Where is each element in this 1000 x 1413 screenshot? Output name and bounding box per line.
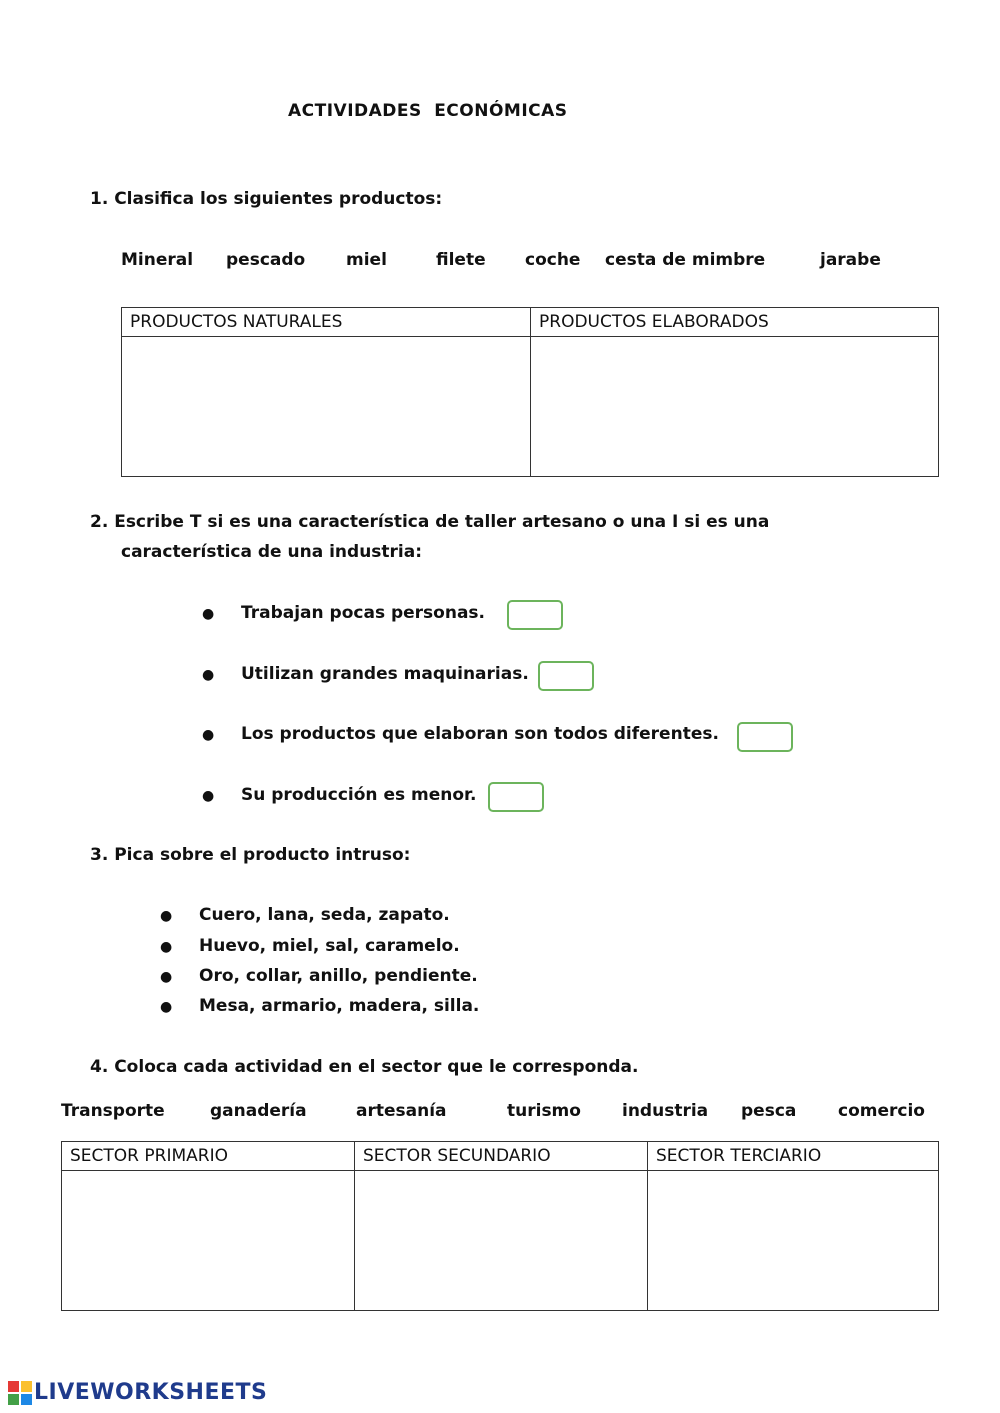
- statement-text: Los productos que elaboran son todos diferentes.: [241, 724, 719, 744]
- question-3-prompt: 3. Pica sobre el producto intruso:: [90, 845, 411, 865]
- drop-zone-naturales[interactable]: [122, 337, 531, 477]
- liveworksheets-logo-icon: [8, 1381, 32, 1405]
- drop-zone-primario[interactable]: [62, 1171, 355, 1311]
- intruder-option[interactable]: Huevo, miel, sal, caramelo.: [199, 936, 460, 956]
- table-header: PRODUCTOS ELABORADOS: [531, 308, 939, 337]
- drop-zone-elaborados[interactable]: [531, 337, 939, 477]
- word-bank-item[interactable]: filete: [436, 250, 486, 270]
- bullet-icon: ●: [160, 969, 173, 985]
- drop-zone-terciario[interactable]: [648, 1171, 939, 1311]
- intruder-option[interactable]: Cuero, lana, seda, zapato.: [199, 905, 450, 925]
- question-2-prompt-line-2: característica de una industria:: [121, 542, 423, 562]
- word-bank-item[interactable]: pescado: [226, 250, 306, 270]
- word-bank-item[interactable]: pesca: [741, 1101, 797, 1121]
- intruder-option[interactable]: Mesa, armario, madera, silla.: [199, 996, 480, 1016]
- word-bank-item[interactable]: Transporte: [61, 1101, 165, 1121]
- bullet-icon: ●: [202, 788, 215, 804]
- word-bank-item[interactable]: cesta de mimbre: [605, 250, 766, 270]
- liveworksheets-logo: [8, 1380, 267, 1405]
- answer-input[interactable]: [488, 782, 544, 812]
- word-bank-item[interactable]: coche: [525, 250, 581, 270]
- table-header: SECTOR SECUNDARIO: [355, 1142, 648, 1171]
- sectors-table: [61, 1141, 939, 1311]
- word-bank-item[interactable]: industria: [622, 1101, 709, 1121]
- statement-text: Utilizan grandes maquinarias.: [241, 664, 529, 684]
- page-title: ACTIVIDADES ECONÓMICAS: [288, 101, 568, 121]
- bullet-icon: ●: [202, 727, 215, 743]
- bullet-icon: ●: [202, 606, 215, 622]
- table-header: SECTOR PRIMARIO: [62, 1142, 355, 1171]
- bullet-icon: ●: [160, 939, 173, 955]
- word-bank-item[interactable]: jarabe: [820, 250, 881, 270]
- drop-zone-secundario[interactable]: [355, 1171, 648, 1311]
- word-bank-item[interactable]: turismo: [507, 1101, 581, 1121]
- question-1-prompt: 1. Clasifica los siguientes productos:: [90, 189, 443, 209]
- statement-text: Su producción es menor.: [241, 785, 477, 805]
- bullet-icon: ●: [160, 908, 173, 924]
- intruder-option[interactable]: Oro, collar, anillo, pendiente.: [199, 966, 478, 986]
- answer-input[interactable]: [507, 600, 563, 630]
- answer-input[interactable]: [538, 661, 594, 691]
- word-bank-item[interactable]: artesanía: [356, 1101, 447, 1121]
- word-bank-item[interactable]: Mineral: [121, 250, 194, 270]
- word-bank-item[interactable]: miel: [346, 250, 387, 270]
- question-2-prompt-line-1: 2. Escribe T si es una característica de taller artesano o una I si es una: [90, 512, 770, 532]
- bullet-icon: ●: [202, 667, 215, 683]
- answer-input[interactable]: [737, 722, 793, 752]
- word-bank-item[interactable]: ganadería: [210, 1101, 307, 1121]
- bullet-icon: ●: [160, 999, 173, 1015]
- statement-text: Trabajan pocas personas.: [241, 603, 486, 623]
- question-4-prompt: 4. Coloca cada actividad en el sector que le corresponda.: [90, 1057, 639, 1077]
- word-bank-item[interactable]: comercio: [838, 1101, 925, 1121]
- products-table: [121, 307, 939, 477]
- table-header: SECTOR TERCIARIO: [648, 1142, 939, 1171]
- brand-name: LIVEWORKSHEETS: [34, 1380, 268, 1405]
- table-header: PRODUCTOS NATURALES: [122, 308, 531, 337]
